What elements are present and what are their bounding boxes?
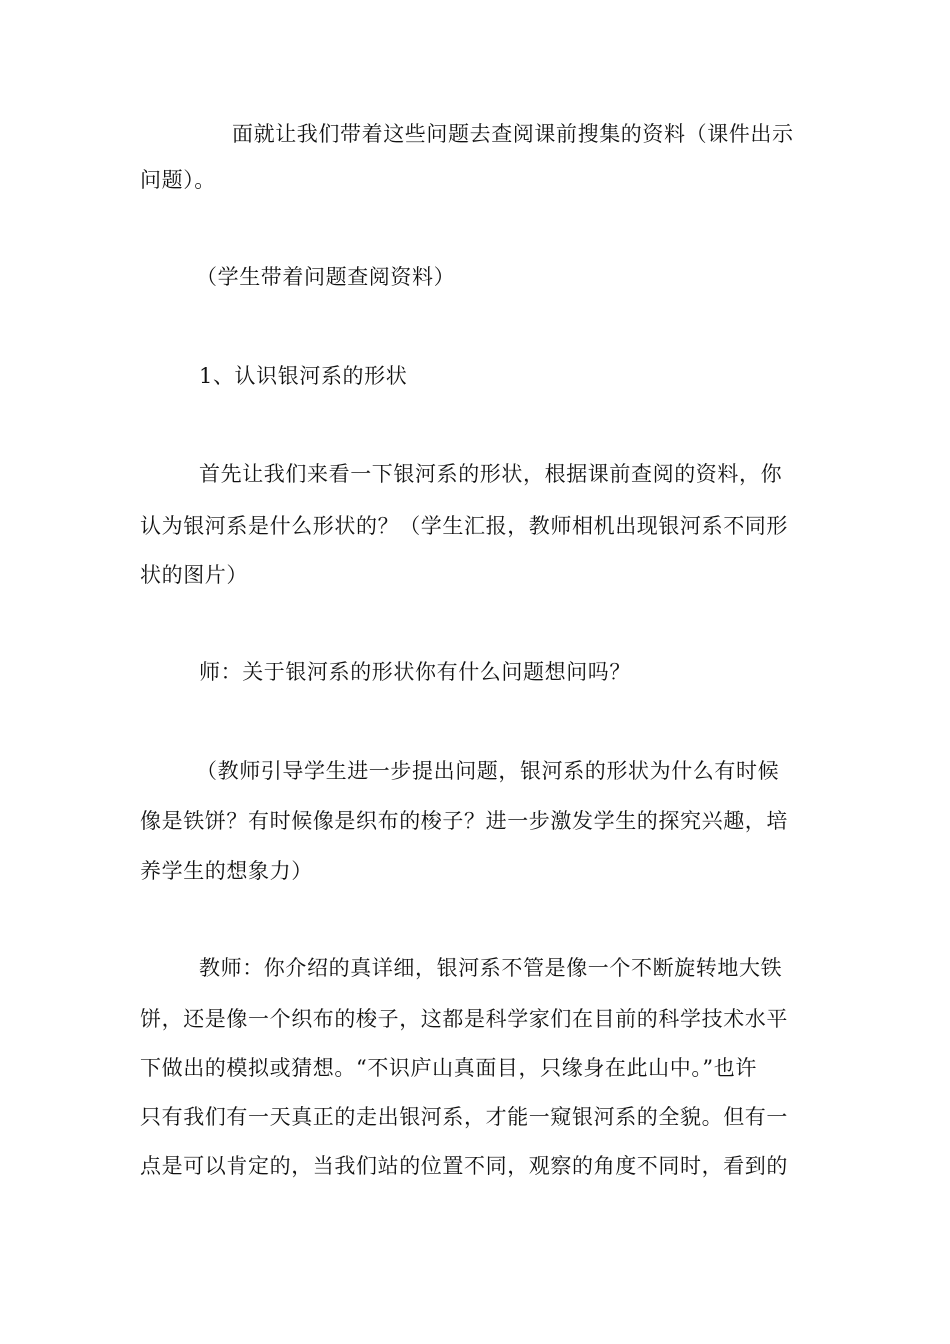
paragraph-7-line-1: 教师：你介绍的真详细，银河系不管是像一个不断旋转地大铁 [199, 956, 783, 980]
section-heading: 1、认识银河系的形状 [199, 364, 408, 388]
paragraph-1-line-2: 问题）。 [140, 168, 216, 192]
paragraph-7-line-3: 下做出的模拟或猜想。“不识庐山真面目，只缘身在此山中。”也许 [140, 1056, 757, 1080]
paragraph-4-line-3: 状的图片） [140, 563, 248, 587]
paragraph-5-line-1: 师：关于银河系的形状你有什么问题想问吗？ [199, 660, 631, 684]
paragraph-6-line-1: （教师引导学生进一步提出问题，银河系的形状为什么有时候 [196, 759, 780, 783]
paragraph-6-line-3: 养学生的想象力） [140, 859, 313, 883]
paragraph-2-line-1: （学生带着问题查阅资料） [196, 265, 456, 289]
paragraph-7-line-2: 饼，还是像一个织布的梭子，这都是科学家们在目前的科学技术水平 [140, 1007, 788, 1031]
paragraph-7-line-4: 只有我们有一天真正的走出银河系，才能一窥银河系的全貌。但有一 [140, 1105, 788, 1129]
paragraph-4-line-2: 认为银河系是什么形状的？（学生汇报，教师相机出现银河系不同形 [140, 514, 788, 538]
paragraph-1-line-1: 面就让我们带着这些问题去查阅课前搜集的资料（课件出示 [232, 122, 794, 146]
paragraph-6-line-2: 像是铁饼？有时候像是织布的梭子？进一步激发学生的探究兴趣，培 [140, 809, 788, 833]
paragraph-4-line-1: 首先让我们来看一下银河系的形状，根据课前查阅的资料，你 [199, 462, 783, 486]
paragraph-7-line-5: 点是可以肯定的，当我们站的位置不同，观察的角度不同时，看到的 [140, 1154, 788, 1178]
